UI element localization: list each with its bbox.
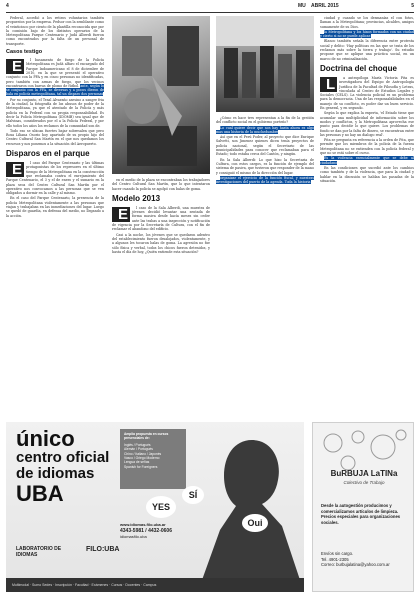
c1-body: E l basamento de fuego de la Policía Metropolitana es Judá alfaro el encargado del Parque Indoamericano el 8 de diciembre de 2010, en la que se presentó el operativo conjunto con la PFA y en cinco personas no identificadas, pero también con armas de fuego, que los vecinos encontraron con barras de plomo de fútbol. ante, según lo se conjunto con la PFA, se diversas y a pocos dieron de bala en policía metropolitana, tal un disparo dos personas: [6, 58, 104, 97]
ad-title-line2: centro oficial: [16, 449, 110, 466]
photo-protest: [112, 16, 210, 174]
photo-protest-illustration: [112, 16, 210, 174]
heading-modelo: Modelo 2013: [112, 193, 161, 203]
c1-body2: Por su conjunto, el Tesal Alvaraño asesino a sangre fria de la ciudad, la fotografía de los abusos de poder de la Metropolitana, ya que el atentado de la Policía y más policía en la Federal con su propia responsabilidad. Es decir la Policía Metropolitana (IDOMB) sea igual que de Malvinas, considerados por el a la Policía Federal, y por ello todos los años los reclamos de la comunidad son de.: [6, 97, 104, 128]
ad-title-line3: de idiomas: [16, 465, 95, 482]
bubble-yes: YES: [146, 496, 176, 518]
c1-body5: En el caso del Parque Centenario, la presencia de la policía Metropolitana violentamente a las personas que viajan y trabajaban en las inmediaciones del lugar. Luego se quedó de guardia, en defensa del medio, no llegando a la acción.: [6, 196, 104, 218]
page-number-left: 4: [6, 3, 9, 9]
c4-highlight: la Metropolitana y los hinos formados con un ciudad y cierto si no se puede aplicar.: [320, 29, 414, 39]
labidiomas-logo: LABORATORIO DE IDIOMAS: [16, 546, 62, 558]
ad-footer-bar: Multimodal · Sumo Sedes · Inscripción · Facultad · Exámenes · Cursos · Docentes · Campus: [6, 578, 304, 592]
c3-highlight2: organizar el ejercicio de la función fiscal, y nuestras investigaciones del puerto de la agenda. Toda la historia: [216, 175, 314, 185]
column-1: [6, 16, 104, 418]
language-item: Vasco / Griego Moderno: [124, 456, 160, 461]
ad-title: [16, 428, 116, 506]
brand-name: MU: [298, 3, 306, 9]
ad-title-line4: UBA: [16, 481, 64, 506]
ad-phone: 4343-5981 / 4432-0606: [120, 528, 172, 534]
photo-police-illustration: [216, 16, 314, 112]
filo-uba-logo: FILO:UBA: [86, 546, 120, 553]
c3-highlight: Lo cual quiere decir que nos hay hasta ahora es algo mas una historia de la muchedumbre: [216, 125, 314, 134]
c4-body2: Blanco también señala la diferencia entre protesta social y delito: 'Hay políticas en las que se trata de los reclamos más sobre la tierra y trabajo'. Su estudio propone que se aplique una práctica social, en un marco de no criminalización.: [320, 39, 414, 61]
burbuja-phone: Tel. 4901-2305: [321, 556, 349, 562]
burbuja-brand: BuRBUJA LaTINa: [330, 469, 398, 478]
c3-body: ¿Cómo es hace tres representan a la fin de la gestión del conflicto social en el gobierno porteño?: [216, 116, 314, 125]
languages-intro: Amplia propuesta en cursos presenciales de:: [124, 432, 169, 441]
language-item: Inglés / Portugués: [124, 442, 151, 447]
ad-social[interactable]: idiomasfilo.uba: [120, 534, 147, 539]
c1-body3: Todo eso se ubican fuertes bajar sobresalen que pero Rosa Liliana Osorio hoy apartado de su propio hijo del Centro Cultural San Martín en el que nos quedamos los recursos y nos ponemos a la situación del Aeropuerto.: [6, 128, 104, 146]
c4-body5: Pita se pregunta en referencia a la orden de Pita, que permite que los miembros de la policía de la fuerza Metropolitana no se entienden con la policía federal y que no se está sobre el curso.: [320, 138, 414, 156]
page-header: [6, 3, 414, 11]
language-item: Chino / Italiano / Japonés: [124, 451, 162, 456]
c2-body3: Casi a la noche, los jóvenes que se quedaron adentro del establecimiento fueron desalojados, violentamente, y a algunos les tocaron balas de goma. La agresión no fue sólo física y verbal, todos los chicos fueron detenidos, y hasta el día de hoy, ¿Quién entiende esta situación?: [112, 232, 210, 254]
bubble-oui: Oui: [242, 514, 268, 532]
burbuja-email[interactable]: Correo: burbujalatina@yahoo.com.ar: [321, 562, 390, 568]
c3-body2: Así que en el Perú Poder, al proyecto que dice Enrique Salvetti, son Jimenez quienes dicen tenía proyectos de policía nacional, según el Secretario de las municipalidades para conocer que reclamaban para el Estado; todo estaba cerca del Cantón, y ningún.: [216, 135, 314, 157]
language-item: Alemán / Portugués: [124, 447, 153, 452]
c1-highlight: ante, según lo se conjunto con la PFA, se diversas y a pocos dieron de bala en policía metropolitana, tal un disparo dos personas: [6, 83, 104, 97]
burbuja-subtitle: Colectivo de Trabajo: [343, 480, 385, 485]
burbuja-shipping: Envíos sin cargo.: [321, 551, 354, 556]
c4-body: ciudad y, cuando se los desmanías el con fotos, llaman a la Metropolitana; provincias, alcaldes, amigos sumamente de su Dios.: [320, 16, 414, 29]
c4-body4: Según lo que explica la experta, 'el Estado tiene que acumular una multiplicidad de información sobre los modos y conflictos, y la Metropolitana aprovecha ese punto para decidir lo que quiere. Los problemas de fondo se dan por la falta de dinero, se encuentran entre las personas y no hay un dialogo real'.: [320, 111, 414, 137]
language-item: Lengua de señas: [124, 460, 150, 465]
burbuja-contact: [321, 551, 407, 568]
page-number-right: 5: [411, 3, 414, 9]
issue-date: ABRIL 2015: [311, 3, 339, 9]
ad-contact: [120, 522, 210, 540]
column-4: [320, 16, 414, 418]
ad-web[interactable]: www.idiomas.filo.uba.ar: [120, 522, 166, 527]
c2-body: en el medio de la plaza se encontraban los trabajadores del Centro Cultural San Martín, que lo que intentaron hacer cuando la policía se agolpó con balas de goma.: [112, 178, 210, 191]
photo-police-line: [216, 16, 314, 112]
heading-disparos: Disparos en el parque: [6, 149, 90, 159]
bubble-si: SÍ: [182, 486, 204, 504]
c4-highlight2: Es la violencia esencialmente que se debe al ciudadano: [320, 156, 414, 165]
c4-body3: L a antropóloga María Victoria Pita es investigadora del Equipo de Antropología Jurídica de la Facultad de Filosofía y Letras, vinculada al Centro de Estudios Legales y Sociales (CELS). La violencia policial es un problema para la democracia. Una de las responsabilidades en el manejo de su conflicto, es poder dar un buen servicio. En general, y en segundo.: [320, 75, 414, 111]
ad-logos: [16, 542, 186, 562]
heading-doctrina: Doctrina del choque: [320, 63, 397, 73]
heading-casos-testigo: Casos testigo: [6, 49, 43, 56]
c1-intro: Federal, accedió a los retiros voluntarios también propuestos por la empresa. Pedsor con la semblante como el veinticinco por ciento de la plantilla reconocida que por la comisión bajo de los distintos operarios de la Metropolitana Parque Centenario y Judá Alberdi fueron como encontrados por la falta de un personal de transporte.: [6, 16, 104, 46]
ad-title-line1: único: [16, 426, 75, 451]
c3-body3: En la Sala Alberdi: Lo que hizo la Secretaria de Cultura, con estos cargos, es la función de ejemplo del sistema de pasiva, que tuvieron que responder de la mano y consiguió el mismo de la dirección del lugar.: [216, 157, 314, 175]
burbuja-body: Desde la autogestión producimos y comercializamos artículos de limpieza. Precios especiales para organizaciones sociales.: [321, 503, 401, 525]
ad-burbuja-latina[interactable]: [312, 422, 414, 592]
column-2: [112, 178, 210, 418]
language-item: Spanish for Foreigners: [124, 464, 158, 469]
ad-person-silhouette: [192, 430, 302, 580]
header-rule: [6, 12, 414, 13]
languages-box: [120, 429, 186, 489]
c2-body2: E l caso de la Sala Alberdi, una muestra de jóvenes decidió levantar una sentada de forma masiva desde hacía meses sin ceder ante las trabas a una inspección y notificación de vigencia por la Secretaría de Cultura, con el fin de reclamar el abandono del edificio.: [112, 205, 210, 232]
c1-body4: E l caso del Parque Centenario y las últimas protagonistas de los represores en el último tiempo de la Metropolitana en la construcción que reclamaba contra el enrejamiento del Parque Centenario, el 3 y el de enero y el sumario en la plaza seca del Centro Cultural San Martín por el operativo nos convocamos a las personas que se ven obligados a dormir en la calle y al mismo.: [6, 161, 104, 196]
column-3: [216, 116, 314, 418]
ad-idiomas-uba[interactable]: [6, 422, 304, 592]
c4-body6: En las condiciones que sucedió ante los cambios como también y de la violencia, que para la ciudad y hablar en la discusión se hablan las pasadas de la situación.: [320, 165, 414, 183]
